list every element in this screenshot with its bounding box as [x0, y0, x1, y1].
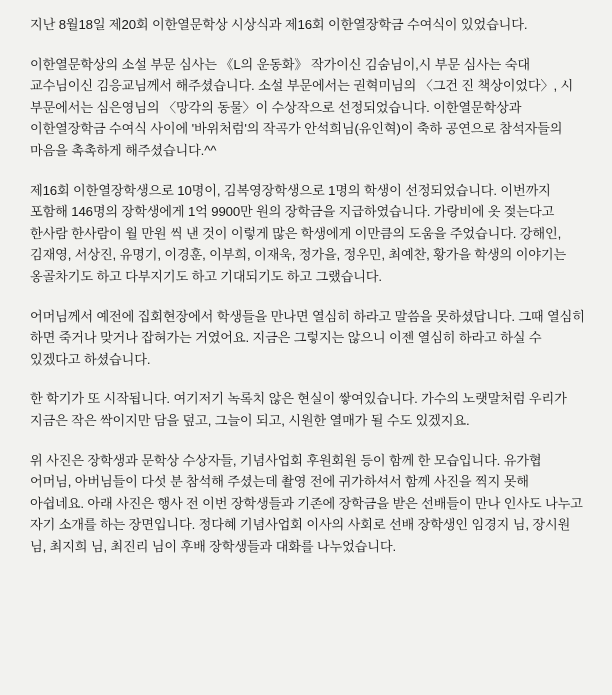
paragraph-5: 한 학기가 또 시작됩니다. 여기저기 녹록치 않은 현실이 쌓여있습니다. 가수의 노랫말처럼 우리가 지금은 작은 싹이지만 담을 덮고, 그늘이 되고, 시원한 열매가 될 수도 있겠지요. [30, 391, 571, 428]
paragraph-2: 이한열문학상의 소설 부문 심사는 《L의 운동화》 작가이신 김숨님이,시 부문 심사는 숙대 교수님이신 김응교님께서 해주셨습니다. 소설 부문에서는 권혁미님의 〈그건 진 책상이었다〉, 시 부문에서는 심은영님의 〈망각의 동물〉이 수상작으로 선정되었습니다. 이한열문학상과 이한열장학금 수여식 사이에 '바위처럼'의 작곡가 안석희님(유인혁)이 축하 공연으로 참석자들의 마음을 촉촉하게 해주셨습니다.^^ [30, 56, 577, 158]
paragraph-1: 지난 8월18일 제20회 이한열문학상 시상식과 제16회 이한열장학금 수여식이 있었습니다. [30, 17, 528, 32]
paragraph-6: 위 사진은 장학생과 문학상 수상자들, 기념사업회 후원회원 등이 함께 한 모습입니다. 유가협 어머님, 아버님들이 다섯 분 참석해 주셨는데 촬영 전에 귀가하셔서 함께 사진을 찍지 못해 아쉽네요. 아래 사진은 행사 전 이번 장학생들과 기존에 장학금을 받은 선배들이 만나 인사도 나누고 자기 소개를 하는 장면입니다. 정다혜 기념사업회 이사의 사회로 선배 장학생인 임경지 님, 장시원 님, 최지희 님, 최진리 님이 후배 장학생들과 대화를 나누었습니다. [30, 452, 587, 554]
paragraph-4: 어머님께서 예전에 집회현장에서 학생들을 만나면 열심히 하라고 말씀을 못하셨답니다. 그때 열심히 하면 죽거나 맞거나 잡혀가는 거였어요. 지금은 그렇지는 않으니 이젠 열심히 하라고 하실 수 있겠다고 하셨습니다. [30, 308, 589, 367]
paragraph-3: 제16회 이한열장학생으로 10명이, 김복영장학생으로 1명의 학생이 선정되었습니다. 이번까지 포함해 146명의 장학생에게 1억 9900만 원의 장학금을 지급하였습니다. 가랑비에 옷 젖는다고 한사람 한사람이 월 만원 씩 낸 것이 이렇게 많은 학생에게 이만큼의 도움을 주었습니다. 강해인, 김재영, 서상진, 유명기, 이경훈, 이부희, 이재욱, 정가을, 정우민, 최예찬, 황가을 학생의 이야기는 옹골차기도 하고 다부지기도 하고 기대되기도 하고 그랬습니다. [30, 182, 570, 284]
